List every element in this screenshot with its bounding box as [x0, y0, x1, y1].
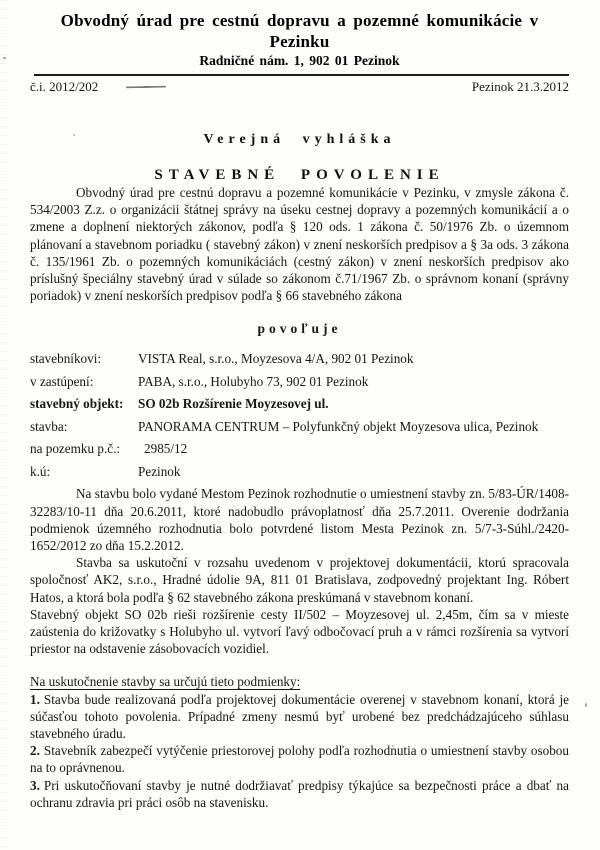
detail-row-parcel	[30, 440, 569, 457]
detail-value: SO 02b Rozšírenie Moyzesovej ul.	[138, 396, 329, 412]
handwritten-dash	[126, 86, 166, 89]
detail-label: stavebníkovi:	[30, 351, 102, 367]
detail-value: 2985/12	[144, 441, 188, 457]
file-number-group	[30, 79, 166, 95]
scan-speck	[585, 703, 587, 707]
condition-text: Stavba bude realizovaná podľa projektovej dokumentácie overenej v stavebnom konaní, ktorá je súčasťou tohoto povolenia. Prípadné zmeny nesmú byť urobené bez predchádzajúceho súhlasu stavebného úradu.	[30, 691, 569, 742]
detail-label: v zastúpení:	[30, 373, 94, 389]
scan-speck	[73, 134, 75, 136]
detail-label: stavba:	[30, 418, 68, 434]
scan-edge-artifact	[0, 0, 7, 850]
detail-row-building-object	[30, 395, 569, 412]
file-number: č.i. 2012/202	[30, 79, 99, 94]
header-divider	[34, 74, 569, 76]
detail-label: na pozemku p.č.:	[30, 441, 121, 457]
conditions-heading-text: Na uskutočnenie stavby sa určujú tieto podmienky:	[30, 674, 301, 690]
office-name: Obvodný úrad pre cestnú dopravu a pozemné komunikácie v Pezinku	[60, 11, 539, 51]
detail-row-construction	[30, 418, 569, 435]
reference-row	[30, 79, 569, 95]
place-and-date: Pezinok 21.3.2012	[471, 79, 569, 94]
condition-item-1	[30, 691, 569, 743]
detail-value: PABA, s.r.o., Holubyho 73, 902 01 Pezinok	[138, 373, 369, 389]
public-notice-heading: Verejná vyhláška	[203, 132, 396, 147]
condition-text: Pri uskutočňovaní stavby je nutné dodržiavať predpisy týkajúce sa bezpečnosti práce a dbať na ochranu zdravia pri práci osôb na stavenisku.	[30, 777, 569, 810]
condition-text: Stavebník zabezpečí vytýčenie priestorovej polohy podľa rozhodnutia o umiestnení stavby osobou na to oprávnenou.	[30, 743, 569, 776]
detail-row-cadastre	[30, 463, 569, 480]
condition-number: 2.	[30, 743, 40, 759]
grants-word: povoľuje	[257, 321, 342, 337]
condition-item-2	[30, 742, 569, 776]
scope-paragraph: Stavba sa uskutoční v rozsahu uvedenom v projektovej dokumentácii, ktorú spracovala spoločnosť AK2, s.r.o., Hradné údolie 9A, 811 01 Bratislava, zodpovedný projektant Ing. Róbert Hatos, a ktorá bola podľa § 62 stavebného zákona preskúmaná v stavebnom konaní.	[30, 555, 569, 605]
detail-row-builder	[30, 350, 569, 367]
permit-details	[30, 350, 569, 480]
object-description-paragraph: Stavebný objekt SO 02b rieši rozšírenie cesty II/502 – Moyzesovej ul. 2,45m, čím sa v mieste zaústenia do križovatky s Holubyho ul. vytvorí ľavý odbočovací pruh a v rámci rozšírenia sa vytvorí priestor na odstavenie zásobovacích vozidiel.	[30, 606, 569, 657]
detail-value: VISTA Real, s.r.o., Moyzesova 4/A, 902 01 Pezinok	[138, 351, 414, 367]
detail-value: PANORAMA CENTRUM – Polyfunkčný objekt Moyzesova ulica, Pezinok	[138, 418, 539, 434]
office-address: Radničné nám. 1, 902 01 Pezinok	[199, 53, 400, 68]
detail-value: Pezinok	[138, 463, 181, 479]
siting-decision-paragraph: Na stavbu bolo vydané Mestom Pezinok rozhodnutie o umiestnení stavby zn. 5/83-ÚR/1408-32283/10-11 dňa 20.6.2011, ktoré nadobudlo právoplatnosť dňa 25.7.2011. Overenie dodržania podmienok územného rozhodnutia bolo potvrdené listom Mesta Pezinok zn. 5/7-3-Súhl./2420-1652/2012 zo dňa 15.2.2012.	[30, 486, 569, 554]
intro-paragraph: Obvodný úrad pre cestnú dopravu a pozemné komunikácie v Pezinku, v zmysle zákona č. 534/2003 Z.z. o organizácii štátnej správy na úseku cestnej dopravy a pozemných komunikácií a o zmene a doplnení niektorých zákonov, podľa § 120 ods. 1 zákona č. 50/1976 Zb. o územnom plánovaní a stavebnom poriadku ( stavebný zákon) v znení neskorších predpisov a § 3a ods. 3 zákona č. 135/1961 Zb. o pozemných komunikáciách (cestný zákon) v znení neskorších predpisov ako príslušný špeciálny stavebný úrad v súlade so zákonom č.71/1967 Zb. o správnom konaní (správny poriadok) v znení neskorších predpisov podľa § 66 stavebného zákona	[30, 185, 569, 304]
document-title: STAVEBNÉ POVOLENIE	[154, 167, 445, 183]
condition-item-3	[30, 777, 569, 811]
condition-number: 1.	[30, 691, 40, 707]
scan-speck	[392, 745, 394, 747]
condition-number: 3.	[30, 777, 40, 793]
detail-row-representative	[30, 373, 569, 390]
detail-label: stavebný objekt:	[30, 396, 124, 412]
detail-label: k.ú:	[30, 463, 51, 479]
letterhead	[30, 10, 569, 95]
scan-speck	[3, 57, 6, 59]
conditions-heading	[30, 673, 569, 690]
